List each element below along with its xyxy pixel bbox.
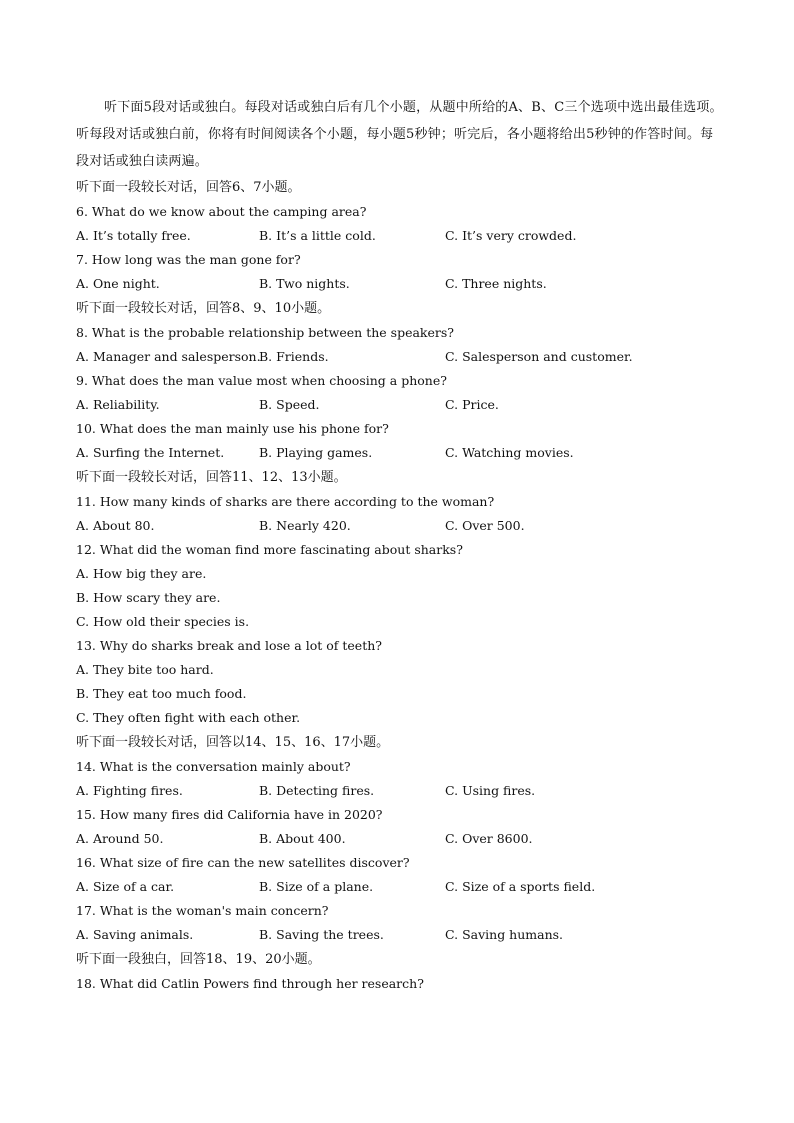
option-a: A. One night. [76,276,160,291]
question-text: 17. What is the woman's main concern? [76,903,329,918]
option-c: C. Saving humans. [445,927,564,942]
questions-list [76,175,726,996]
answer-options-row [76,272,726,296]
option-b: B. Two nights. [259,276,350,291]
option-b: B. It’s a little cold. [259,228,376,243]
option-c: C. Price. [445,397,499,412]
answer-option: B. They eat too much food. [76,686,247,701]
section-instruction: 听下面一段较长对话，回答6、7小题。 [76,180,301,195]
question-text: 12. What did the woman find more fascinating about sharks? [76,542,463,557]
question-text: 6. What do we know about the camping area? [76,204,367,219]
section-instruction: 听下面一段较长对话，回答8、9、10小题。 [76,301,331,316]
option-c: C. It’s very crowded. [445,228,577,243]
question-text: 13. Why do sharks break and lose a lot of teeth? [76,638,382,653]
question-text: 8. What is the probable relationship between the speakers? [76,325,454,340]
answer-options-row [76,345,726,369]
option-b: B. Playing games. [259,445,373,460]
answer-options-row [76,224,726,248]
option-a: A. Reliability. [76,397,160,412]
question-text: 10. What does the man mainly use his phone for? [76,421,389,436]
answer-options-row [76,514,726,538]
answer-options-row [76,875,726,899]
answer-option: A. How big they are. [76,566,207,581]
question-text: 11. How many kinds of sharks are there according to the woman? [76,494,495,509]
answer-option: B. How scary they are. [76,590,221,605]
option-c: C. Salesperson and customer. [445,349,633,364]
answer-options-row [76,827,726,851]
option-a: A. Surfing the Internet. [76,445,225,460]
option-a: A. It’s totally free. [76,228,191,243]
question-text: 14. What is the conversation mainly about? [76,759,351,774]
option-b: B. Friends. [259,349,329,364]
question-text: 7. How long was the man gone for? [76,252,301,267]
answer-option: C. They often fight with each other. [76,710,301,725]
option-c: C. Three nights. [445,276,547,291]
option-a: A. About 80. [76,518,155,533]
answer-options-row [76,923,726,947]
option-c: C. Over 8600. [445,831,533,846]
section-instruction: 听下面一段较长对话，回答以14、15、16、17小题。 [76,735,390,750]
option-b: B. Detecting fires. [259,783,375,798]
option-b: B. About 400. [259,831,346,846]
question-text: 16. What size of fire can the new satellites discover? [76,855,410,870]
answer-options-row [76,393,726,417]
answer-options-row [76,441,726,465]
answer-option: A. They bite too hard. [76,662,214,677]
option-a: A. Saving animals. [76,927,194,942]
section-instruction: 听下面一段较长对话，回答11、12、13小题。 [76,470,347,485]
exam-page [76,94,726,996]
section-instruction: 听下面一段独白，回答18、19、20小题。 [76,952,321,967]
option-a: A. Fighting fires. [76,783,183,798]
answer-options-row [76,779,726,803]
option-b: B. Size of a plane. [259,879,374,894]
question-text: 15. How many fires did California have in 2020? [76,807,383,822]
option-c: C. Watching movies. [445,445,574,460]
instructions-paragraph: 听下面5段对话或独白。每段对话或独白后有几个小题，从题中所给的A、B、C三个选项中选出最佳选项。听每段对话或独白前，你将有时间阅读各个小题，每小题5秒钟；听完后，各小题将给出5秒钟的作答时间。每段对话或独白读两遍。 [76,100,723,169]
question-text: 9. What does the man value most when choosing a phone? [76,373,447,388]
option-c: C. Using fires. [445,783,536,798]
option-a: A. Around 50. [76,831,164,846]
option-a: A. Size of a car. [76,879,175,894]
option-b: B. Speed. [259,397,320,412]
option-c: C. Over 500. [445,518,525,533]
option-a: A. Manager and salesperson. [76,349,261,364]
option-c: C. Size of a sports field. [445,879,596,894]
question-text: 18. What did Catlin Powers find through her research? [76,976,424,991]
answer-option: C. How old their species is. [76,614,250,629]
option-b: B. Nearly 420. [259,518,351,533]
option-b: B. Saving the trees. [259,927,384,942]
